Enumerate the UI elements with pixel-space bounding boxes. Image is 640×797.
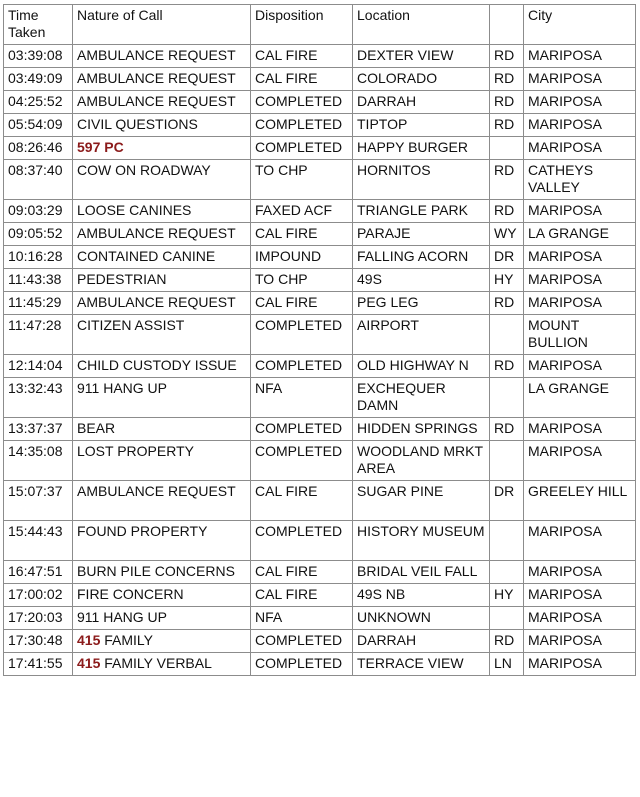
cell-disposition: COMPLETED [251, 418, 353, 441]
cell-disposition: COMPLETED [251, 137, 353, 160]
cell-time-taken: 08:26:46 [4, 137, 73, 160]
table-row [4, 561, 636, 584]
cell-location: AIRPORT [353, 315, 490, 355]
nature-text: COW ON ROADWAY [77, 162, 211, 178]
header-suffix [490, 5, 524, 45]
cell-street-suffix: RD [490, 91, 524, 114]
cell-street-suffix: HY [490, 584, 524, 607]
cell-disposition: CAL FIRE [251, 561, 353, 584]
cell-city: MARIPOSA [524, 441, 636, 481]
cell-street-suffix [490, 561, 524, 584]
cell-time-taken: 17:30:48 [4, 630, 73, 653]
cell-time-taken: 13:37:37 [4, 418, 73, 441]
cell-street-suffix: RD [490, 114, 524, 137]
cell-time-taken: 08:37:40 [4, 160, 73, 200]
cell-city: MARIPOSA [524, 630, 636, 653]
nature-text: AMBULANCE REQUEST [77, 47, 236, 63]
cell-location: DARRAH [353, 91, 490, 114]
cell-city: MARIPOSA [524, 68, 636, 91]
cell-disposition: NFA [251, 378, 353, 418]
table-row [4, 481, 636, 521]
cell-street-suffix: RD [490, 68, 524, 91]
nature-text: BEAR [77, 420, 116, 436]
cell-nature-of-call [73, 246, 251, 269]
cell-city: LA GRANGE [524, 223, 636, 246]
cell-street-suffix: RD [490, 418, 524, 441]
cell-street-suffix [490, 441, 524, 481]
cell-time-taken: 09:03:29 [4, 200, 73, 223]
cell-nature-of-call [73, 653, 251, 676]
cell-street-suffix [490, 378, 524, 418]
cell-nature-of-call [73, 355, 251, 378]
cell-time-taken: 16:47:51 [4, 561, 73, 584]
cell-nature-of-call [73, 160, 251, 200]
cell-disposition: TO CHP [251, 269, 353, 292]
call-log-table [3, 4, 636, 676]
cell-disposition: NFA [251, 607, 353, 630]
nature-text: LOST PROPERTY [77, 443, 194, 459]
cell-time-taken: 10:16:28 [4, 246, 73, 269]
cell-disposition: FAXED ACF [251, 200, 353, 223]
table-row [4, 607, 636, 630]
cell-disposition: CAL FIRE [251, 223, 353, 246]
table-row [4, 630, 636, 653]
cell-city: MARIPOSA [524, 418, 636, 441]
table-row [4, 315, 636, 355]
cell-disposition: COMPLETED [251, 441, 353, 481]
table-row [4, 137, 636, 160]
nature-text: FAMILY VERBAL [100, 655, 212, 671]
header-disposition: Disposition [251, 5, 353, 45]
cell-disposition: CAL FIRE [251, 45, 353, 68]
cell-location: HIDDEN SPRINGS [353, 418, 490, 441]
cell-nature-of-call [73, 378, 251, 418]
cell-nature-of-call [73, 481, 251, 521]
cell-disposition: CAL FIRE [251, 584, 353, 607]
cell-nature-of-call [73, 91, 251, 114]
cell-disposition: COMPLETED [251, 653, 353, 676]
cell-nature-of-call [73, 630, 251, 653]
table-row [4, 355, 636, 378]
cell-nature-of-call [73, 45, 251, 68]
cell-street-suffix: RD [490, 355, 524, 378]
cell-nature-of-call [73, 200, 251, 223]
cell-city: CATHEYS VALLEY [524, 160, 636, 200]
cell-time-taken: 11:47:28 [4, 315, 73, 355]
cell-city: MARIPOSA [524, 292, 636, 315]
cell-disposition: COMPLETED [251, 91, 353, 114]
table-row [4, 269, 636, 292]
nature-text: CHILD CUSTODY ISSUE [77, 357, 237, 373]
table-row [4, 378, 636, 418]
cell-location: BRIDAL VEIL FALL [353, 561, 490, 584]
cell-time-taken: 05:54:09 [4, 114, 73, 137]
cell-time-taken: 03:49:09 [4, 68, 73, 91]
cell-nature-of-call [73, 584, 251, 607]
cell-street-suffix: RD [490, 630, 524, 653]
cell-city: GREELEY HILL [524, 481, 636, 521]
table-body [4, 45, 636, 676]
cell-street-suffix: DR [490, 481, 524, 521]
cell-location: SUGAR PINE [353, 481, 490, 521]
cell-location: TIPTOP [353, 114, 490, 137]
cell-city: MARIPOSA [524, 114, 636, 137]
table-row [4, 45, 636, 68]
cell-time-taken: 04:25:52 [4, 91, 73, 114]
cell-street-suffix [490, 137, 524, 160]
cell-street-suffix: RD [490, 200, 524, 223]
cell-disposition: COMPLETED [251, 355, 353, 378]
cell-nature-of-call [73, 315, 251, 355]
nature-text: AMBULANCE REQUEST [77, 225, 236, 241]
cell-time-taken: 17:00:02 [4, 584, 73, 607]
cell-nature-of-call [73, 114, 251, 137]
nature-text: PEDESTRIAN [77, 271, 167, 287]
cell-time-taken: 17:41:55 [4, 653, 73, 676]
cell-location: DEXTER VIEW [353, 45, 490, 68]
cell-location: HISTORY MUSEUM [353, 521, 490, 561]
cell-street-suffix [490, 521, 524, 561]
cell-street-suffix: WY [490, 223, 524, 246]
nature-text: AMBULANCE REQUEST [77, 483, 236, 499]
cell-time-taken: 09:05:52 [4, 223, 73, 246]
cell-time-taken: 15:07:37 [4, 481, 73, 521]
cell-disposition: COMPLETED [251, 114, 353, 137]
cell-disposition: CAL FIRE [251, 481, 353, 521]
cell-nature-of-call [73, 521, 251, 561]
header-location: Location [353, 5, 490, 45]
cell-nature-of-call [73, 68, 251, 91]
table-row [4, 200, 636, 223]
cell-disposition: COMPLETED [251, 315, 353, 355]
nature-text: AMBULANCE REQUEST [77, 294, 236, 310]
cell-time-taken: 11:45:29 [4, 292, 73, 315]
cell-nature-of-call [73, 223, 251, 246]
cell-location: 49S [353, 269, 490, 292]
nature-text: AMBULANCE REQUEST [77, 93, 236, 109]
cell-disposition: TO CHP [251, 160, 353, 200]
cell-disposition: COMPLETED [251, 521, 353, 561]
cell-nature-of-call [73, 137, 251, 160]
table-row [4, 114, 636, 137]
cell-location: TRIANGLE PARK [353, 200, 490, 223]
table-row [4, 653, 636, 676]
table-row [4, 292, 636, 315]
nature-text: CIVIL QUESTIONS [77, 116, 198, 132]
cell-time-taken: 03:39:08 [4, 45, 73, 68]
cell-location: UNKNOWN [353, 607, 490, 630]
cell-time-taken: 12:14:04 [4, 355, 73, 378]
penal-code-label: 597 PC [77, 139, 124, 155]
cell-location: DARRAH [353, 630, 490, 653]
nature-text: LOOSE CANINES [77, 202, 192, 218]
cell-street-suffix [490, 315, 524, 355]
cell-city: MARIPOSA [524, 137, 636, 160]
cell-time-taken: 11:43:38 [4, 269, 73, 292]
table-row [4, 584, 636, 607]
cell-city: MARIPOSA [524, 653, 636, 676]
cell-street-suffix: RD [490, 292, 524, 315]
nature-text: FAMILY [100, 632, 154, 648]
nature-text: 911 HANG UP [77, 380, 167, 396]
table-row [4, 441, 636, 481]
cell-nature-of-call [73, 418, 251, 441]
cell-city: MARIPOSA [524, 561, 636, 584]
cell-city: MARIPOSA [524, 355, 636, 378]
cell-location: PEG LEG [353, 292, 490, 315]
cell-time-taken: 17:20:03 [4, 607, 73, 630]
table-row [4, 418, 636, 441]
nature-text: FIRE CONCERN [77, 586, 184, 602]
table-row [4, 68, 636, 91]
cell-city: MARIPOSA [524, 521, 636, 561]
cell-time-taken: 14:35:08 [4, 441, 73, 481]
cell-location: TERRACE VIEW [353, 653, 490, 676]
cell-location: PARAJE [353, 223, 490, 246]
cell-disposition: IMPOUND [251, 246, 353, 269]
cell-disposition: CAL FIRE [251, 292, 353, 315]
table-row [4, 160, 636, 200]
penal-code-label: 415 [77, 632, 101, 648]
cell-nature-of-call [73, 561, 251, 584]
cell-time-taken: 13:32:43 [4, 378, 73, 418]
cell-street-suffix: RD [490, 160, 524, 200]
header-time-taken: Time Taken [4, 5, 73, 45]
cell-location: EXCHEQUER DAMN [353, 378, 490, 418]
header-nature-of-call: Nature of Call [73, 5, 251, 45]
cell-location: FALLING ACORN [353, 246, 490, 269]
cell-city: MOUNT BULLION [524, 315, 636, 355]
cell-disposition: CAL FIRE [251, 68, 353, 91]
nature-text: FOUND PROPERTY [77, 523, 208, 539]
cell-street-suffix: DR [490, 246, 524, 269]
cell-location: OLD HIGHWAY N [353, 355, 490, 378]
header-row [4, 5, 636, 45]
nature-text: CITIZEN ASSIST [77, 317, 185, 333]
cell-city: MARIPOSA [524, 246, 636, 269]
nature-text: CONTAINED CANINE [77, 248, 216, 264]
cell-location: COLORADO [353, 68, 490, 91]
cell-location: 49S NB [353, 584, 490, 607]
table-row [4, 223, 636, 246]
cell-nature-of-call [73, 292, 251, 315]
cell-street-suffix: LN [490, 653, 524, 676]
penal-code-label: 415 [77, 655, 101, 671]
cell-nature-of-call [73, 607, 251, 630]
cell-nature-of-call [73, 441, 251, 481]
cell-city: MARIPOSA [524, 584, 636, 607]
cell-time-taken: 15:44:43 [4, 521, 73, 561]
cell-street-suffix: RD [490, 45, 524, 68]
table-row [4, 521, 636, 561]
header-city: City [524, 5, 636, 45]
cell-nature-of-call [73, 269, 251, 292]
cell-city: LA GRANGE [524, 378, 636, 418]
cell-disposition: COMPLETED [251, 630, 353, 653]
cell-city: MARIPOSA [524, 607, 636, 630]
nature-text: 911 HANG UP [77, 609, 167, 625]
cell-city: MARIPOSA [524, 45, 636, 68]
table-row [4, 246, 636, 269]
cell-location: WOODLAND MRKT AREA [353, 441, 490, 481]
cell-location: HAPPY BURGER [353, 137, 490, 160]
nature-text: AMBULANCE REQUEST [77, 70, 236, 86]
cell-location: HORNITOS [353, 160, 490, 200]
table-row [4, 91, 636, 114]
nature-text: BURN PILE CONCERNS [77, 563, 235, 579]
cell-city: MARIPOSA [524, 200, 636, 223]
cell-city: MARIPOSA [524, 269, 636, 292]
cell-city: MARIPOSA [524, 91, 636, 114]
cell-street-suffix [490, 607, 524, 630]
cell-street-suffix: HY [490, 269, 524, 292]
